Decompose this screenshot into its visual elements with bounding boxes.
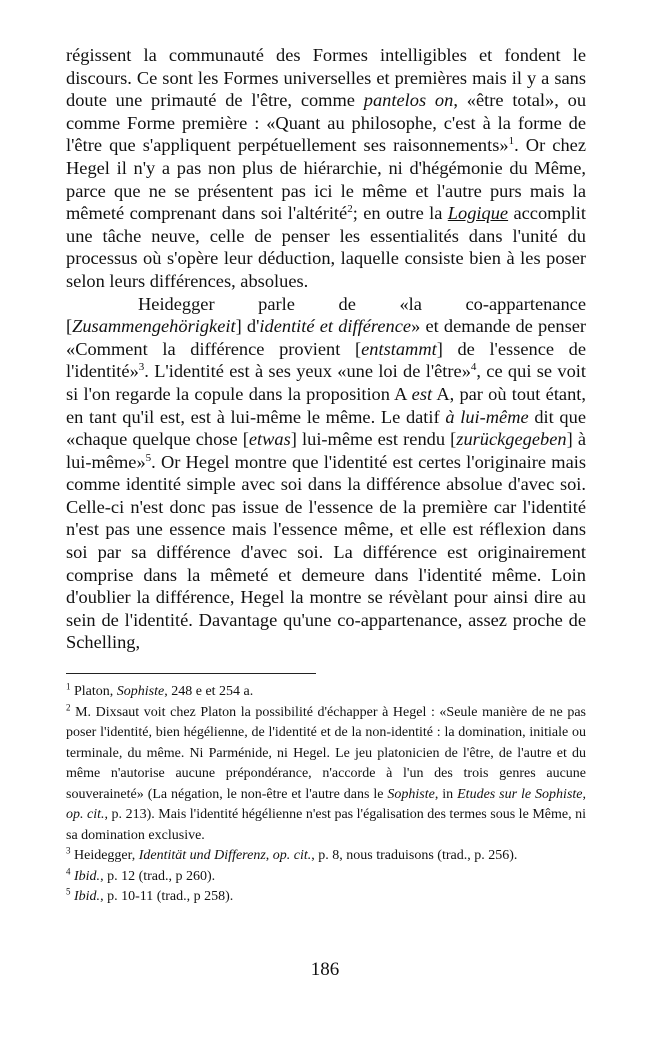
paragraph-2: Heidegger parle de «la co-appartenance [Zusammengehörigkeit] d'identité et différence» et demande de penser «Comment la différence provient [entstammt] de l'essence de l'identité»$^3$. L'identité est à ses yeux «une loi de l'être»$^4$, ce qui se voit si l'on regarde la copule dans la proposition A est A, par où tout étant, en tant qu'il est, est à lui-même le même. Le datif à lui-même dit que «chaque quelque chose [etwas] lui-même est rendu [zurückgegeben] à lui-même»$^5$. Or Hegel montre que l'identité est certes l'originaire mais comme identité simple avec soi dans la différence absolue d'avec soi. Celle-ci n'est donc pas issue de l'essence de la première car l'identité n'est pas une essence mais l'essence même, et elle est réflexion dans soi par sa différence d'avec soi. La différence est originairement comprise dans la mêmeté et demeure dans l'identité même. Loin d'oublier la différence, Hegel la montre se révèlant pour ainsi dire au sein de l'identité. Davantage qu'une co-appartenance, assez proche de Schelling, — [66, 293, 587, 653]
footnote-2: $^2$ M. Dixsaut voit chez Platon la possibilité d'échapper à Hegel : «Seule manière de ne pas poser l'identité, bien hégélienne, de l'identité et de la non-identité : la domination, initiale ou terminale, du même. Ni Parménide, ni Hegel. Le jeu platonicien de l'être, de l'autre et du même n'autorise aucune prépondérance, n'accorde à l'un des trois genres aucune souveraineté» (La négation, le non-être et l'autre dans le Sophiste, in Etudes sur le Sophiste, op. cit., p. 213). Mais l'identité hégélienne n'est pas l'égalisation des termes sous le Même, ni sa domination exclusive. — [66, 701, 587, 843]
footnote-1: $^1$ Platon, Sophiste, 248 e et 254 a. — [66, 681, 254, 699]
footnote-3: $^3$ Heidegger, Identität und Differenz, op. cit., p. 8, nous traduisons (trad., p. 256). — [66, 845, 518, 863]
page-number: 186 — [310, 959, 340, 980]
paragraph-1: régissent la communauté des Formes intelligibles et fondent le discours. Ce sont les Formes universelles et premières mais il y a sans doute une primauté de l'être, comme pantelos on, «être total», ou comme Forme première : «Quant au philosophe, c'est à la forme de l'être que s'appliquent perpétuellement ses raisonnements»$^1$. Or chez Hegel il n'y a pas non plus de hiérarchie, ni d'hégémonie du Même, parce que ne se présentent pas ici le même et l'autre purs mais la mêmeté comprenant dans soi l'altérité$^2$; en outre la Logique accomplit une tâche neuve, celle de penser les essentialités dans l'unité du processus où s'opère leur déduction, laquelle consiste bien à les poser selon leurs différences, absolues. — [66, 45, 587, 291]
footnote-ref-4[interactable]: 4 — [470, 361, 477, 374]
footnote-ref-3[interactable]: 3 — [138, 361, 145, 374]
footnote-ref-5[interactable]: 5 — [145, 451, 152, 464]
footnote-ref-1[interactable]: 1 — [508, 135, 515, 148]
footnote-ref-2[interactable]: 2 — [347, 203, 353, 216]
main-text — [66, 44, 586, 654]
footnotes — [66, 682, 586, 908]
footnote-5: $^5$ Ibid., p. 10-11 (trad., p 258). — [66, 886, 234, 904]
footnote-divider — [66, 673, 316, 674]
footnote-4: $^4$ Ibid., p. 12 (trad., p 260). — [66, 865, 216, 884]
